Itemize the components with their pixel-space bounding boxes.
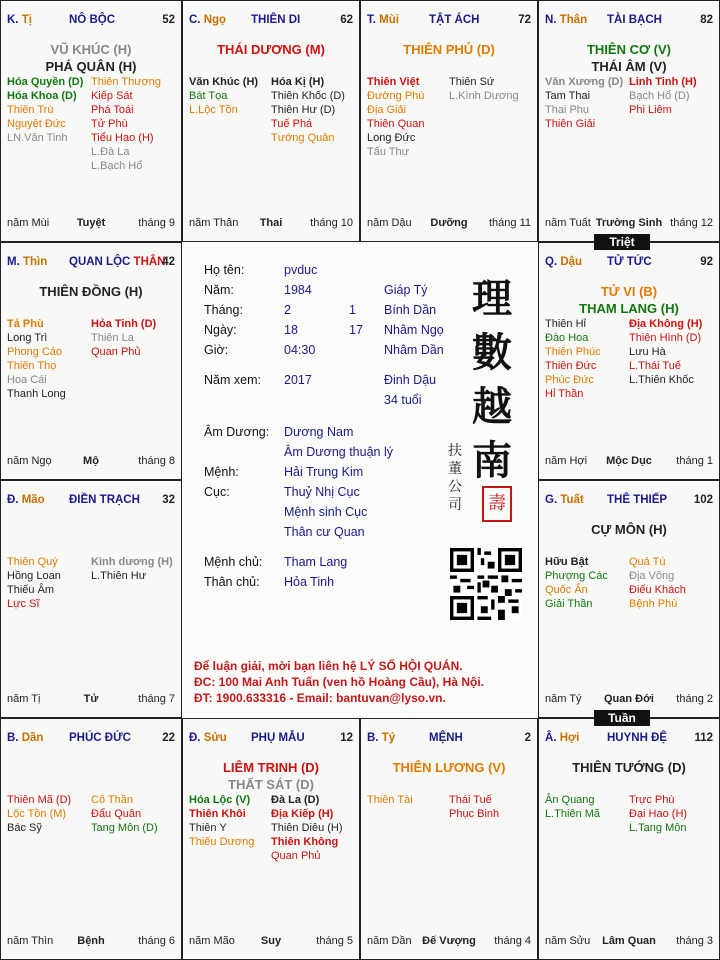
year-value: 1984 [284,283,312,297]
palace-name: MỆNH [429,732,463,744]
palace-month: tháng 12 [670,217,713,229]
palace-footer [7,935,175,949]
star-column-left [7,555,91,611]
palace-name: ĐIỀN TRẠCH [69,494,140,506]
minor-star: Đà La (D) [271,794,320,806]
palace-phase: Dưỡng [430,217,468,229]
palace-footer [367,935,531,949]
palace-header [545,256,713,272]
palace-number: 112 [694,732,713,744]
palace-number: 22 [162,732,175,744]
star-column-right [91,793,175,835]
minor-star: L.Thiên Mã [545,808,601,820]
minor-star: Thiên Hình (D) [629,332,702,344]
minor-star: Văn Xương (D) [545,76,624,88]
main-stars [183,759,359,793]
than-marker: THÂN [133,256,166,268]
minor-star: Tuế Phá [271,118,313,130]
star-column-right [629,317,713,401]
palace-month: tháng 2 [676,693,713,705]
palace-ngo[interactable] [182,0,360,242]
minor-star: L.Đà La [91,146,130,158]
palace-stem-branch: B. Dần [7,732,44,744]
minor-star: Linh Tinh (H) [629,76,697,88]
minor-star: Thiên Phúc [545,346,601,358]
star-column-left [545,793,629,835]
minor-star: Hỉ Thần [545,388,584,400]
palace-footer [189,217,353,231]
palace-footer [367,217,531,231]
palace-name: HUYNH ĐỆ [607,732,668,744]
palace-footer [545,693,713,707]
palace-stem-branch: Đ. Mão [7,494,45,506]
star-column-right [91,317,175,401]
palace-year: năm Hợi [545,455,588,467]
minor-star: Quả Tú [629,556,666,568]
minor-star: Lưu Hà [629,346,666,358]
palace-year: năm Tị [7,693,41,705]
palace-stem-branch: K. Tị [7,14,32,26]
year-cc: Giáp Tý [384,283,428,297]
palace-name: NÔ BỘC [69,14,115,26]
palace-number: 2 [524,732,531,744]
palace-year: năm Ngọ [7,455,52,467]
palace-header [367,14,531,30]
minor-star: Hỏa Tinh (D) [91,318,157,330]
palace-name: THÊ THIẾP [607,494,668,506]
main-star: THÁI ÂM (V) [591,59,667,74]
day-cc: Nhâm Ngọ [384,323,444,337]
palace-header [7,494,175,510]
palace-ty[interactable] [0,0,182,242]
minor-star: Địa Không (H) [629,318,703,330]
palace-stem-branch: C. Ngọ [189,14,227,26]
minor-star: Bát Tọa [189,90,228,102]
minor-star: L.Thiên Hư [91,570,147,582]
minor-star: Địa Giải [367,104,407,116]
calligraphy-char: 數 [472,329,512,376]
minor-star: Giải Thần [545,598,593,610]
minor-star: Bác Sỹ [7,822,42,834]
minor-star: Thiên Thọ [7,360,57,372]
palace-mui[interactable] [360,0,538,242]
palace-year: năm Mùi [7,217,50,229]
minor-star: Đẩu Quân [91,808,142,820]
minor-star: Điếu Khách [629,584,686,596]
minor-star: Thai Phụ [545,104,590,116]
minor-star: Nguyệt Đức [7,118,66,130]
minor-star: Thiên Đức [545,360,597,372]
month-cc: Bính Dần [384,303,437,317]
main-star: LIÊM TRINH (D) [222,760,320,775]
star-column-left [545,555,629,611]
minor-star: Thiên Y [189,822,227,834]
name-value: pvduc [284,263,318,277]
month-lunar: 1 [349,303,356,317]
triet-tag: Triệt [594,234,650,250]
main-star: THIÊN TƯỚNG (D) [572,760,686,775]
palace-phase: Suy [260,935,282,947]
main-star: THẤT SÁT (D) [228,777,314,792]
palace-month: tháng 11 [488,217,531,229]
main-star: THIÊN CƠ (V) [586,42,672,57]
minor-star: Cô Thần [91,794,133,806]
palace-name: QUAN LỘC THÂN [69,256,166,268]
minor-star: L.Tang Môn [629,822,687,834]
hour-label: Giờ: [204,343,229,357]
minor-star: Thiên Thương [91,76,162,88]
palace-footer [7,693,175,707]
star-column-right [91,555,175,611]
main-stars [361,759,537,776]
main-star: THÁI DƯƠNG (M) [217,42,325,57]
minor-star: Thiên Hỉ [545,318,586,330]
minor-star: Đại Hao (H) [629,808,688,820]
main-star: PHÁ QUÂN (H) [45,59,137,74]
palace-number: 12 [340,732,353,744]
star-column-left [545,317,629,401]
palace-year: năm Thìn [7,935,54,947]
minor-star: Kình dương (H) [91,556,173,568]
palace-header [545,14,713,30]
minor-star: Long Trì [7,332,48,344]
main-star: THIÊN PHỦ (D) [403,42,495,57]
palace-month: tháng 4 [494,935,531,947]
star-column-right [629,793,713,835]
minor-star: Bệnh Phù [629,598,678,610]
palace-stem-branch: M. Thìn [7,256,48,268]
palace-header [545,732,713,748]
hour-value: 04:30 [284,343,316,357]
main-star: TỬ VI (B) [600,284,658,299]
minor-star: Thiên La [91,332,134,344]
palace-stem-branch: Đ. Sửu [189,732,227,744]
view-year-cc: Đinh Dậu [384,373,437,387]
palace-name: TẬT ÁCH [429,14,480,26]
minor-star: Hóa Kị (H) [271,76,325,88]
minor-star: Thiên Giải [545,118,596,130]
cuc-value-2: Mệnh sinh Cục [284,505,368,519]
cuc-value-1: Thuỷ Nhị Cục [284,485,360,499]
star-column-right [629,555,713,611]
minor-star: Thái Tuế [449,794,492,806]
star-column-left [545,75,629,131]
cuc-label: Cục: [204,485,230,499]
minor-star: Phá Toái [91,104,134,116]
palace-dan[interactable] [0,718,182,960]
day-label: Ngày: [204,323,237,337]
palace-number: 32 [162,494,175,506]
palace-name: PHỤ MẪU [251,732,305,744]
minor-star: Quan Phủ [91,346,141,358]
minor-star: LN.Văn Tinh [7,132,68,144]
minor-star: Thiên Quý [7,556,58,568]
minor-star: Ân Quang [545,794,595,806]
star-column-left [7,793,91,835]
palace-header [189,14,353,30]
calligraphy-char: 越 [472,383,512,430]
palace-header [367,732,531,748]
calligraphy-char: 理 [472,275,512,322]
minor-star: L.Lộc Tồn [189,104,238,116]
main-stars [361,41,537,58]
palace-phase: Mộ [83,455,99,467]
thanchu-label: Thân chủ: [204,575,260,589]
amduong-value-2: Âm Dương thuận lý [284,445,393,459]
minor-star: Phục Binh [449,808,500,820]
minor-star: Thiên Việt [367,76,420,88]
palace-phase: Bệnh [77,935,105,947]
palace-phase: Lâm Quan [602,935,656,947]
main-star: THIÊN LƯƠNG (V) [392,760,506,775]
star-column-left [189,75,271,145]
palace-hoi[interactable] [538,718,720,960]
palace-number: 82 [700,14,713,26]
minor-star: Thiên Tài [367,794,413,806]
minor-star: Thiên Khôi [189,808,246,820]
minor-star: Hoa Cái [7,374,47,386]
minor-star: Lộc Tồn (M) [7,808,67,820]
palace-name: TÀI BẠCH [607,14,662,26]
minor-star: Hồng Loan [7,570,61,582]
small-calligraphy: 扶 董 公 司 [448,443,462,513]
menhchu-value: Tham Lang [284,555,348,569]
tuan-tag: Tuần [594,710,650,726]
star-column-right [629,75,713,131]
palace-month: tháng 6 [138,935,175,947]
star-column-right [271,793,353,863]
center-info-panel [182,242,538,718]
minor-star: Văn Khúc (H) [189,76,259,88]
palace-year: năm Sửu [545,935,591,947]
minor-star: Đường Phù [367,90,425,102]
palace-name: THIÊN DI [251,14,301,26]
minor-star: Tử Phù [91,118,128,130]
minor-star: Địa Võng [629,570,675,582]
palace-phase: Trường Sinh [595,217,663,229]
palace-mao[interactable] [0,480,182,718]
minor-star: Bạch Hổ (D) [629,90,690,102]
minor-star: Thiếu Dương [189,836,255,848]
main-stars [539,759,719,776]
palace-year: năm Tuất [545,217,591,229]
palace-month: tháng 9 [138,217,175,229]
palace-month: tháng 1 [676,455,713,467]
palace-footer [7,455,175,469]
minor-star: Lực Sĩ [7,598,40,610]
palace-name: TỬ TỨC [607,256,652,268]
minor-star: Tang Môn (D) [91,822,158,834]
palace-month: tháng 5 [316,935,353,947]
palace-month: tháng 7 [138,693,175,705]
view-year-label: Năm xem: [204,373,261,387]
palace-stem-branch: B. Tý [367,732,396,744]
palace-month: tháng 10 [310,217,353,229]
minor-star: Hóa Khoa (D) [7,90,77,102]
star-column-left [7,75,91,173]
minor-star: L.Kình Dương [449,90,519,102]
palace-footer [545,217,713,231]
main-stars [539,283,719,317]
palace-footer [7,217,175,231]
minor-star: Thiên Sứ [449,76,495,88]
star-column-left [367,75,449,159]
minor-star: Quốc Ấn [545,584,588,596]
main-stars [1,283,181,300]
view-year-value: 2017 [284,373,312,387]
star-column-right [449,75,531,159]
minor-star: L.Bạch Hổ [91,160,143,172]
star-column-left [367,793,449,821]
year-label: Năm: [204,283,234,297]
name-label: Họ tên: [204,263,245,277]
amduong-value-1: Dương Nam [284,425,354,439]
palace-month: tháng 3 [676,935,713,947]
palace-suu[interactable] [182,718,360,960]
palace-footer [545,935,713,949]
palace-number: 102 [693,494,713,506]
month-solar: 2 [284,303,291,317]
palace-number: 62 [340,14,353,26]
contact-line-3: ĐT: 1900.633316 - Email: bantuvan@lyso.vn. [194,691,446,705]
minor-star: Thiên Không [271,836,339,848]
minor-star: Đào Hoa [545,332,589,344]
main-stars [539,41,719,75]
cuc-value-3: Thân cư Quan [284,525,365,539]
minor-star: Trực Phù [629,794,675,806]
minor-star: Tướng Quân [271,132,335,144]
minor-star: Hóa Lộc (V) [189,794,251,806]
minor-star: Thiên Trù [7,104,54,116]
minor-star: Tấu Thư [367,146,410,158]
star-column-right [449,793,531,821]
palace-year: năm Dậu [367,217,412,229]
palace-dau[interactable] [538,242,720,480]
palace-number: 52 [162,14,175,26]
minor-star: Hữu Bật [545,556,589,568]
calligraphy-char: 南 [472,437,512,484]
palace-header [189,732,353,748]
palace-phase: Đế Vượng [422,935,476,947]
palace-phase: Tuyệt [76,217,106,229]
palace-tuat[interactable] [538,480,720,718]
red-seal-icon: 壽 [482,486,512,522]
minor-star: L.Thiên Khốc [629,374,694,386]
minor-star: Thiên Quan [367,118,425,130]
palace-phase: Quan Đới [604,693,654,705]
minor-star: Thiên Diêu (H) [271,822,343,834]
palace-header [7,256,175,272]
calligraphy-logo [462,272,522,488]
palace-month: tháng 8 [138,455,175,467]
minor-star: Thiên Khốc (D) [271,90,345,102]
star-column-right [271,75,353,145]
palace-name: PHÚC ĐỨC [69,732,131,744]
main-stars [1,41,181,75]
palace-than[interactable] [538,0,720,242]
palace-number: 92 [700,256,713,268]
palace-number: 72 [518,14,531,26]
palace-thin[interactable] [0,242,182,480]
menh-value: Hải Trung Kim [284,465,364,479]
palace-stem-branch: N. Thân [545,14,588,26]
minor-star: Tam Thai [545,90,591,102]
day-solar: 18 [284,323,298,337]
palace-header [545,494,713,510]
palace-number: 42 [162,256,175,268]
palace-year: năm Thân [189,217,239,229]
minor-star: Kiếp Sát [91,90,133,102]
palace-phase: Tử [83,693,99,705]
palace-stem-branch: Q. Dậu [545,256,583,268]
main-stars [539,521,719,538]
star-column-left [189,793,271,863]
star-column-left [7,317,91,401]
minor-star: Phong Cáo [7,346,63,358]
palace-footer [189,935,353,949]
palace-ty2[interactable] [360,718,538,960]
palace-phase: Thai [259,217,283,229]
palace-stem-branch: Â. Hợi [545,732,580,744]
palace-stem-branch: G. Tuất [545,494,584,506]
palace-year: năm Mão [189,935,235,947]
star-column-right [91,75,175,173]
main-star: THAM LANG (H) [579,301,679,316]
thanchu-value: Hỏa Tinh [284,575,335,589]
minor-star: Địa Kiếp (H) [271,808,334,820]
minor-star: Thanh Long [7,388,66,400]
minor-star: Phượng Các [545,570,608,582]
minor-star: Thiên Mã (D) [7,794,72,806]
minor-star: Phúc Đức [545,374,594,386]
palace-header [7,732,175,748]
palace-header [7,14,175,30]
contact-line-1: Để luận giải, mời bạn liên hệ LÝ SỐ HỘI QUÁN. [194,659,463,673]
minor-star: Phi Liêm [629,104,672,116]
minor-star: Tiểu Hao (H) [91,132,154,144]
qr-code-icon[interactable] [450,548,522,620]
minor-star: Tả Phù [7,318,44,330]
palace-year: năm Dần [367,935,412,947]
menhchu-label: Mệnh chủ: [204,555,263,569]
day-lunar: 17 [349,323,363,337]
amduong-label: Âm Dương: [204,425,270,439]
minor-star: Quan Phủ [271,850,321,862]
minor-star: Thiếu Âm [7,584,55,596]
menh-label: Mệnh: [204,465,239,479]
contact-line-2: ĐC: 100 Mai Anh Tuấn (ven hồ Hoàng Cầu), Hà Nội. [194,675,485,689]
palace-year: năm Tý [545,693,582,705]
contact-info [194,658,484,706]
main-star: VŨ KHÚC (H) [50,42,132,57]
palace-phase: Mộc Dục [606,455,652,467]
main-star: CỰ MÔN (H) [591,522,667,537]
minor-star: Thiên Hư (D) [271,104,336,116]
age-value: 34 tuổi [384,393,422,407]
palace-stem-branch: T. Mùi [367,14,399,26]
main-star: THIÊN ĐỒNG (H) [39,284,143,299]
main-stars [183,41,359,58]
hour-cc: Nhâm Dần [384,343,444,357]
minor-star: L.Thái Tuế [629,360,681,372]
minor-star: Long Đức [367,132,416,144]
palace-footer [545,455,713,469]
month-label: Tháng: [204,303,243,317]
minor-star: Hóa Quyền (D) [7,76,84,88]
